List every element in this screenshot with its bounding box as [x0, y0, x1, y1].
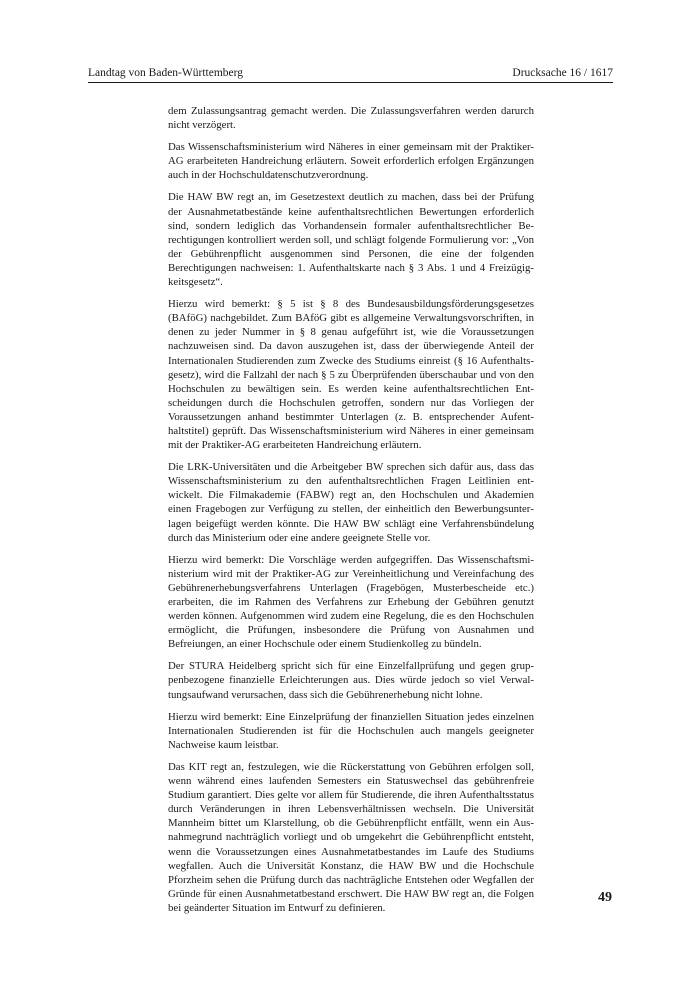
body-text — [168, 104, 534, 923]
header-document-number: Drucksache 16 / 1617 — [512, 67, 613, 79]
paragraph: Hierzu wird bemerkt: § 5 ist § 8 des Bundesausbildungsförderungsgesetzes (BAföG) nachgebildet. Zum BAföG gibt es allgemeine Verwaltungsvorschriften, in denen zu jeder Nummer in § 8 genau aufgeführt ist, wie die Voraussetzungen nachzuweisen sind. Da davon auszugehen ist, dass der überwiegende Anteil der Internationalen Studierenden zum Zwecke des Studiums einreist (§ 16 Aufenthaltsgesetz), wird die Fallzahl der nach § 5 zu Überprüfenden überschaubar und von den Hochschulen zu bewältigen sein. Es werden keine aufenthaltsrechtlichen Entscheidungen durch die Hochschulen getroffen, sondern nur das Vorliegen der Voraussetzungen anhand bestimmter Unterlagen (z. B. entsprechender Aufenthaltstitel) geprüft. Das Wissenschaftsministerium wird Näheres in einer gemeinsam mit der Praktiker-AG erarbeiteten Handreichung erläutern. — [168, 298, 534, 452]
paragraph: Der STURA Heidelberg spricht sich für eine Einzelfallprüfung und gegen gruppenbezogene finanzielle Erleichterungen aus. Dies würde jedoch so viel Verwaltungsaufwand verursachen, dass sich die Gebührenerhebung nicht lohne. — [168, 660, 534, 701]
paragraph: Das Wissenschaftsministerium wird Näheres in einer gemeinsam mit der Praktiker-AG erarbeiteten Handreichung erläutern. Soweit erforderlich erfolgen Ergänzungen auch in der Hochschuldatenschutzverordnung. — [168, 141, 534, 182]
paragraph: Das KIT regt an, festzulegen, wie die Rückerstattung von Gebühren erfolgen soll, wenn während eines laufenden Semesters ein Statuswechsel das gebührenfreie Studium garantiert. Dies gelte vor allem für Studierende, die ihren Aufenthaltsstatus durch Veränderungen in ihren Lebensverhältnissen wechseln. Die Universität Mannheim bittet um Klarstellung, ob die Gebührenpflicht entfällt, wenn ein Ausnahmegrund nachträglich vorliegt und ob umgekehrt die Gebührenpflicht entsteht, wenn die Voraussetzungen eines Ausnahmetatbestandes im Laufe des Studiums wegfallen. Auch die Universität Konstanz, die HAW BW und die Hochschule Pforzheim sehen die Prüfung durch das nachträgliche Entstehen oder Wegfallen der Gründe für einen Ausnahmetatbestand erschwert. Die HAW BW regt an, die Folgen bei geänderter Situation im Entwurf zu definieren. — [168, 760, 534, 914]
header-parliament-name: Landtag von Baden-Württemberg — [88, 67, 243, 79]
page-number: 49 — [598, 890, 612, 905]
paragraph: dem Zulassungsantrag gemacht werden. Die Zulassungsverfahren werden darurch nicht verzögert. — [168, 105, 534, 132]
paragraph: Hierzu wird bemerkt: Eine Einzelprüfung der finanziellen Situation jedes einzelnen Internationalen Studierenden ist für die Hochschulen auch mangels geeigneter Nachweise kaum leistbar. — [168, 710, 534, 751]
paragraph: Die HAW BW regt an, im Gesetzestext deutlich zu machen, dass bei der Prüfung der Ausnahmetatbestände keine aufenthaltsrechtlichen Bewertungen erforderlich sind, sondern lediglich das Vorhandensein formaler aufenthaltsrechtlicher Berechtigungen kontrolliert werden soll, und schlägt folgende Formulierung vor: „Von der Gebührenpflicht ausgenommen sind Personen, die eine der folgenden Berechtigungen nachweisen: 1. Aufenthaltskarte nach § 3 Abs. 1 und 4 Freizügigkeitsgesetz“. — [168, 191, 534, 289]
header-rule — [88, 82, 613, 83]
paragraph: Die LRK-Universitäten und die Arbeitgeber BW sprechen sich dafür aus, dass das Wissenschaftsministerium zu den aufenthaltsrechtlichen Fragen Leitlinien entwickelt. Die Filmakademie (FABW) regt an, den Hochschulen und Akademien einen Fragebogen zur Verfügung zu stellen, der einheitlich den Bewerbungsunterlagen beigefügt werden könnte. Die HAW BW schlägt eine Verfahrensbündelung durch das Ministerium oder eine andere geeignete Stelle vor. — [168, 461, 534, 544]
paragraph: Hierzu wird bemerkt: Die Vorschläge werden aufgegriffen. Das Wissenschaftsministerium wird mit der Praktiker-AG zur Vereinheitlichung und Vereinfachung des Gebührenerhebungsverfahrens Unterlagen (Fragebögen, Musterbescheide etc.) erarbeiten, die im Rahmen des Verfahrens zur Erhebung der Gebühren genutzt werden können. Aufgenommen wird zudem eine Regelung, die es den Hochschulen ermöglicht, die Prüfungen, insbesondere die Prüfung von Ausnahmen und Befreiungen, an einer Hochschule oder einem Studienkolleg zu bündeln. — [168, 553, 534, 651]
